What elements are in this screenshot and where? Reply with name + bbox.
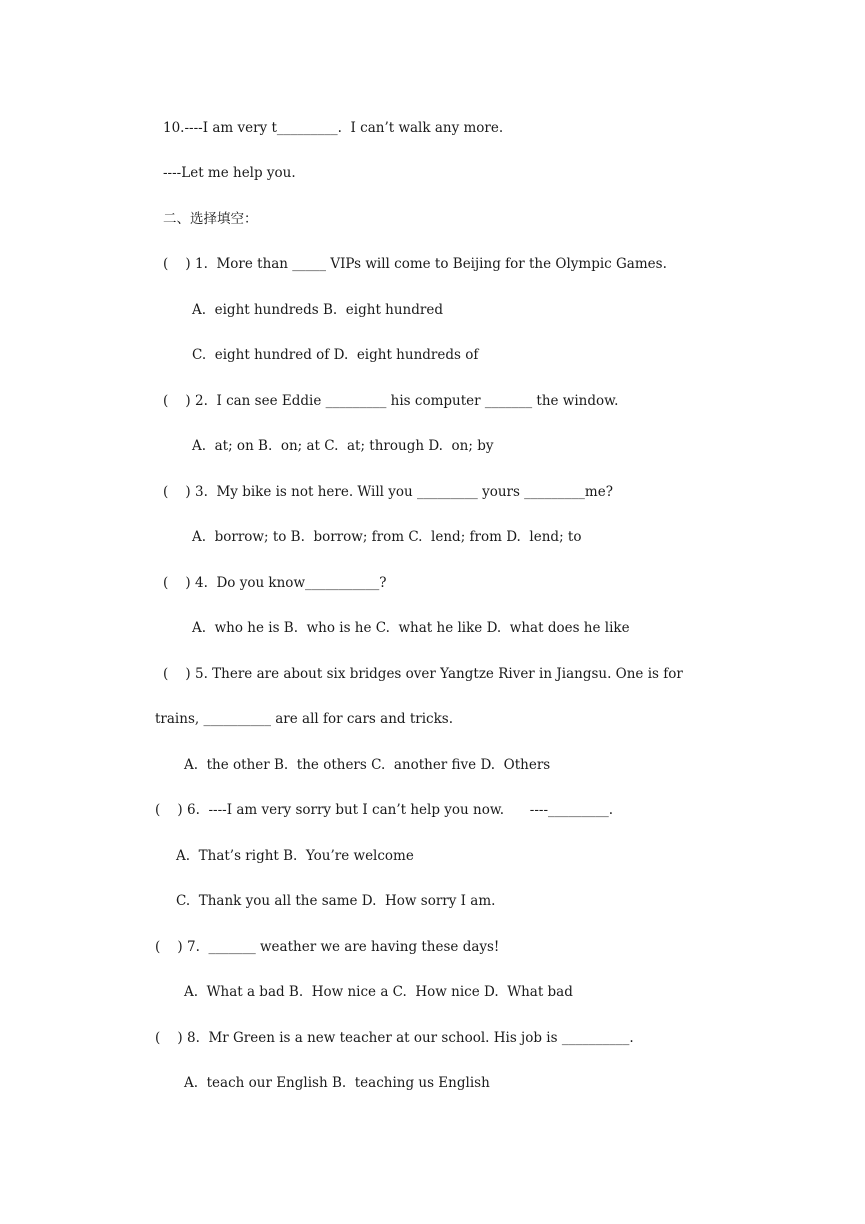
mc-question-5-continued: trains, __________ are all for cars and tricks. xyxy=(155,711,453,727)
question-10: 10.----I am very t_________. I can’t walk any more. xyxy=(163,120,504,136)
mc-question-6: ( ) 6. ----I am very sorry but I can’t help you now. ----_________. xyxy=(155,802,614,818)
mc-question-8: ( ) 8. Mr Green is a new teacher at our school. His job is __________. xyxy=(155,1030,634,1046)
mc-question-7-options: A. What a bad B. How nice a C. How nice D. What bad xyxy=(184,984,573,1000)
mc-question-8-options: A. teach our English B. teaching us English xyxy=(184,1075,490,1091)
mc-question-5: ( ) 5. There are about six bridges over Yangtze River in Jiangsu. One is for xyxy=(163,666,683,682)
mc-question-3: ( ) 3. My bike is not here. Will you _________ yours _________me? xyxy=(163,484,613,500)
mc-question-1-options-cd: C. eight hundred of D. eight hundreds of xyxy=(192,347,479,363)
section-heading: 二、选择填空： xyxy=(163,211,258,227)
mc-question-6-options-cd: C. Thank you all the same D. How sorry I am. xyxy=(176,893,496,909)
mc-question-5-options: A. the other B. the others C. another five D. Others xyxy=(184,757,551,773)
mc-question-4-options: A. who he is B. who is he C. what he like D. what does he like xyxy=(192,620,630,636)
mc-question-6-options-ab: A. That’s right B. You’re welcome xyxy=(176,848,414,864)
mc-question-2-options: A. at; on B. on; at C. at; through D. on; by xyxy=(192,438,494,454)
mc-question-4: ( ) 4. Do you know___________? xyxy=(163,575,387,591)
mc-question-2: ( ) 2. I can see Eddie _________ his computer _______ the window. xyxy=(163,393,619,409)
question-10-reply: ----Let me help you. xyxy=(163,165,296,181)
mc-question-7: ( ) 7. _______ weather we are having these days! xyxy=(155,939,500,955)
mc-question-3-options: A. borrow; to B. borrow; from C. lend; from D. lend; to xyxy=(192,529,582,545)
mc-question-1: ( ) 1. More than _____ VIPs will come to Beijing for the Olympic Games. xyxy=(163,256,667,272)
mc-question-1-options-ab: A. eight hundreds B. eight hundred xyxy=(192,302,443,318)
